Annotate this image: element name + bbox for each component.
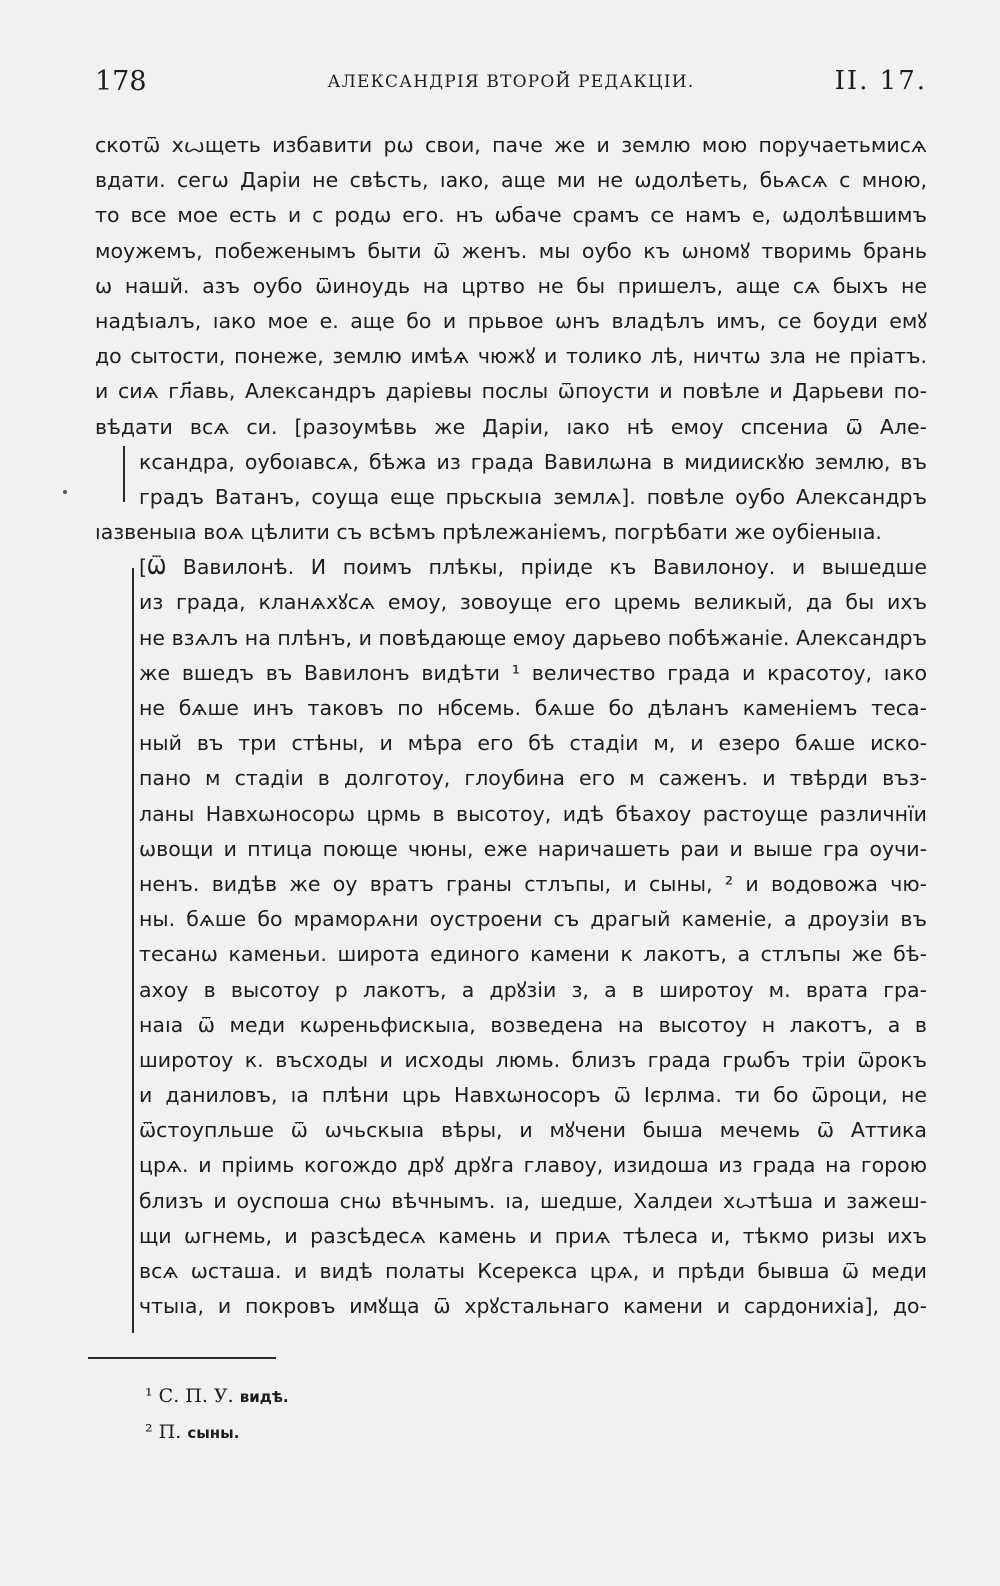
text-line: не бѧше инъ таковъ по нбсемь. бѧше бо дѣланъ каменіемъ теса- (139, 696, 927, 720)
footnote (145, 1378, 289, 1414)
footnote-divider (88, 1357, 276, 1359)
text-line: всѧ ѡсташа. и видѣ полаты Ксерекса црѧ, и прѣди бывша ѿ меди (139, 1259, 927, 1283)
text-line: црѧ. и пріимь когождо дрꙋ дрꙋга главоу, изидоша из града на горою (139, 1153, 927, 1178)
text-line: ны. бѧше бо мраморѧни оустроени съ драгый каменіе, а дроузіи въ (139, 907, 927, 932)
running-head: АЛЕКСАНДРІЯ ВТОРОЙ РЕДАКЦІИ. (327, 72, 695, 92)
footnote-variant: видѣ. (239, 1388, 289, 1406)
page-number: 178 (95, 66, 147, 97)
footnote-number: ² (145, 1421, 153, 1443)
text-line: не взѧлъ на плѣнъ, и повѣдающе емоу дарьево побѣжаніе. Александръ (139, 625, 927, 650)
text-line: и сиѧ гл҃авь, Александръ даріевы послы ѿпоусти и повѣле и Дарьеви по- (95, 379, 927, 404)
text-line: широтоу к. въсходы и исходы люмь. близъ града грѡбъ тріи ѿрокъ (139, 1047, 927, 1072)
text-line: надѣıалъ, ıако мое е. аще бо и прьвое ѡнъ владѣлъ имъ, се боуди емꙋ (95, 308, 927, 333)
text-line: моужемъ, побеженымъ быти ѿ женъ. мы оубо къ ѡномꙋ творимь брань (95, 238, 927, 263)
footnotes (145, 1378, 289, 1450)
body-text (95, 128, 927, 1324)
text-line: из града, кланѧхꙋсѧ емоу, зовоуще его цремь великый, да бы ихъ (139, 590, 927, 615)
text-line: то все мое есть и с родѡ его. нъ ѡбаче срамъ се намъ е, ѡдолѣвшимъ (95, 203, 927, 228)
text-line: тесанѡ каменьи. широта единого камени к лакотъ, а стлъпы же бѣ- (139, 942, 927, 967)
text-line: ланы Навхѡносорѡ црмь в высотоу, идѣ бѣахоу растоуще различнїи (139, 801, 927, 826)
text-line: ный въ три стѣны, и мѣра его бѣ стадіи м, и езеро бѧше иско- (139, 731, 927, 756)
text-line: и даниловъ, ıа плѣни црь Навхѡносоръ ѿ Ієрлма. ти бо ѿроци, не (139, 1083, 927, 1108)
text-line: пано м стадіи в долготоу, глоубина его м саженъ. и твѣрди въз- (139, 766, 927, 791)
footnote-variant: сыны. (187, 1424, 240, 1442)
text-line: же вшедъ въ Вавилонъ видѣти ¹ величество града и красотоу, ıако (139, 660, 927, 685)
text-line: ѡ нашй. азъ оубо ѿиноудь на цртво не бы пришелъ, аще сѧ быхъ не (95, 273, 927, 298)
text-line: вѣдати всѧ си. [разоумѣвь же Даріи, ıако нѣ емоу спсениа ѿ Але- (95, 414, 927, 439)
page-header (95, 62, 927, 102)
text-line: ѡвощи и птица поюще чюны, еже наричашеть раи и выше гра оучи- (139, 836, 927, 861)
text-line: щи ѡгнемь, и разсѣдесѧ камень и приѧ тѣлеса и, тѣкмо ризы ихъ (139, 1223, 927, 1248)
footnote-number: ¹ (145, 1385, 153, 1407)
text-line: до сытости, понеже, землю имѣѧ чюжꙋ и толико лѣ, ничтѡ зла не пріатъ. (95, 344, 927, 369)
text-line: близъ и оуспоша снѡ вѣчнымъ. ıа, шедше, Халдеи хꙍтѣша и зажеш- (139, 1188, 927, 1213)
text-line: ксандра, оубоıавсѧ, бѣжа из града Вавилѡна в мидиискꙋю землю, въ (139, 449, 927, 474)
text-line: вдати. сегѡ Даріи не свѣсть, ıако, аще ми не ѡдолѣеть, бьѧсѧ с мною, (95, 168, 927, 193)
section-reference: II. 17. (834, 66, 927, 96)
text-line: ахоу в высотоу р лакотъ, а дрꙋзіи з, а в широтоу м. врата гра- (139, 977, 927, 1002)
text-line: ıазвеныıа воѧ цѣлити съ всѣмъ прѣлежаніемъ, погрѣбати же оубіеныıа. (95, 520, 882, 545)
footnote-manuscripts: С. П. У. (158, 1385, 234, 1407)
text-line: градъ Ватанъ, соуща еще прьскыıа землѧ]. повѣле оубо Александръ (139, 484, 927, 509)
margin-mark (63, 490, 67, 494)
text-line: чтыıа, и покровъ имꙋща ѿ хрꙋстальнаго камени и сардонихіа], до- (139, 1294, 927, 1319)
text-line: ѿстоупльше ѿ ѡчьскыıа вѣры, и мꙋчени быша мечемь ѿ Аттика (139, 1118, 927, 1143)
text-line: [Ѿ Вавилонѣ. И поимъ плѣкы, пріиде къ Вавилоноу. и вышедше (139, 555, 927, 580)
footnote (145, 1414, 289, 1450)
text-line: ненъ. видѣв же оу вратъ граны стлъпы, и сыны, ² и водовожа чю- (139, 871, 927, 896)
text-line: скотѿ хꙍщеть избавити рѡ свои, паче же и землю мою поручаетьмисѧ (95, 133, 927, 157)
footnote-manuscripts: П. (158, 1421, 182, 1443)
text-line: наıа ѿ меди кѡреньфискыıа, возведена на высотоу н лакотъ, а в (139, 1012, 927, 1037)
